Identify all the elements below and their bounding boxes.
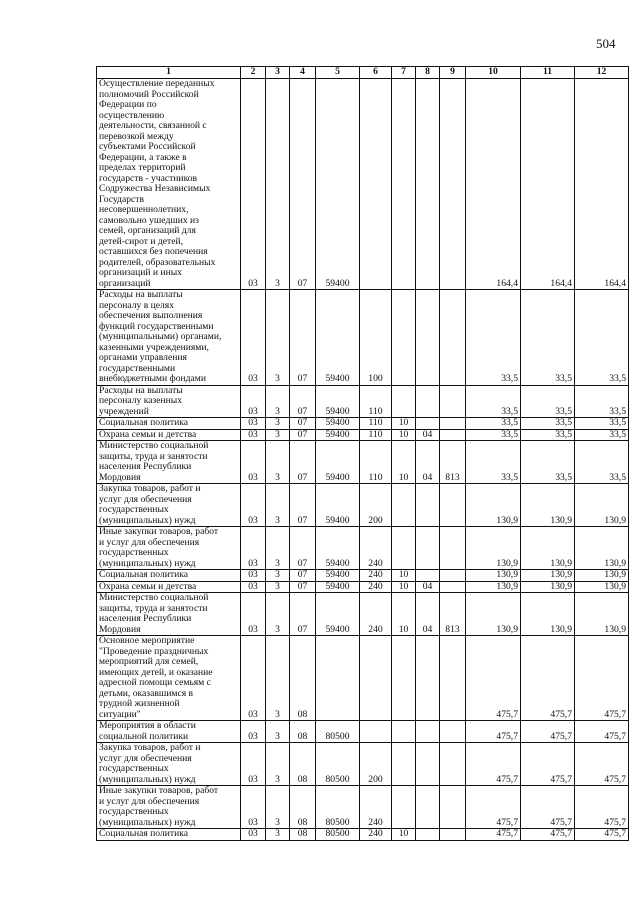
table-cell: 475,7 xyxy=(575,786,629,829)
table-cell xyxy=(440,743,466,786)
table-cell xyxy=(392,743,416,786)
table-cell: 475,7 xyxy=(466,829,521,841)
table-cell: 59400 xyxy=(316,418,360,430)
table-cell: 07 xyxy=(290,593,316,636)
table-cell xyxy=(392,786,416,829)
table-cell: 475,7 xyxy=(575,636,629,721)
table-cell: 475,7 xyxy=(521,743,575,786)
table-cell: 07 xyxy=(290,484,316,527)
table-cell: 33,5 xyxy=(521,441,575,484)
table-cell: 3 xyxy=(266,418,290,430)
table-cell xyxy=(392,527,416,570)
table-row xyxy=(97,385,629,418)
table-cell: 03 xyxy=(241,743,266,786)
table-cell: 3 xyxy=(266,527,290,570)
table-cell xyxy=(440,418,466,430)
table-cell xyxy=(416,79,440,290)
table-cell: 130,9 xyxy=(575,484,629,527)
table-cell xyxy=(416,290,440,386)
table-cell xyxy=(440,385,466,418)
table-cell: 59400 xyxy=(316,484,360,527)
table-row xyxy=(97,290,629,386)
table-cell: 240 xyxy=(360,593,392,636)
table-cell: 03 xyxy=(241,527,266,570)
table-cell: 03 xyxy=(241,79,266,290)
column-header: 11 xyxy=(521,67,575,79)
table-row xyxy=(97,570,629,582)
table-cell: 3 xyxy=(266,786,290,829)
table-cell: 04 xyxy=(416,429,440,441)
table-cell: 164,4 xyxy=(521,79,575,290)
table-cell: 110 xyxy=(360,418,392,430)
table-row xyxy=(97,829,629,841)
table-cell: 03 xyxy=(241,636,266,721)
table-cell: 10 xyxy=(392,829,416,841)
table-cell: 33,5 xyxy=(466,418,521,430)
table-cell: 03 xyxy=(241,721,266,743)
table-cell: 07 xyxy=(290,429,316,441)
table-cell: 3 xyxy=(266,429,290,441)
table-cell xyxy=(392,385,416,418)
table-cell: 130,9 xyxy=(575,570,629,582)
table-cell: 110 xyxy=(360,441,392,484)
table-cell: 33,5 xyxy=(575,385,629,418)
table-cell: 03 xyxy=(241,829,266,841)
table-cell: 130,9 xyxy=(521,527,575,570)
table-row xyxy=(97,484,629,527)
table-cell: 33,5 xyxy=(521,385,575,418)
row-label-cell: Расходы на выплаты персоналу в целях обеспечения выполнения функций государственными (муниципальными) органами, казенными учреждениями, органами управления государственными внебюджетными фондами xyxy=(97,290,241,386)
table-cell: 240 xyxy=(360,581,392,593)
table-cell: 110 xyxy=(360,429,392,441)
column-header: 9 xyxy=(440,67,466,79)
table-cell xyxy=(392,721,416,743)
table-cell: 80500 xyxy=(316,721,360,743)
table-cell xyxy=(392,290,416,386)
row-label-cell: Социальная политика xyxy=(97,829,241,841)
table-cell: 07 xyxy=(290,441,316,484)
table-cell: 475,7 xyxy=(575,721,629,743)
table-cell: 3 xyxy=(266,484,290,527)
table-cell xyxy=(316,636,360,721)
table-cell xyxy=(416,385,440,418)
table-cell: 475,7 xyxy=(466,786,521,829)
table-cell: 3 xyxy=(266,581,290,593)
table-cell: 10 xyxy=(392,441,416,484)
column-header: 5 xyxy=(316,67,360,79)
table-cell: 03 xyxy=(241,570,266,582)
column-header: 12 xyxy=(575,67,629,79)
table-cell: 04 xyxy=(416,581,440,593)
table-cell: 33,5 xyxy=(521,290,575,386)
table-cell: 10 xyxy=(392,570,416,582)
table-cell: 03 xyxy=(241,429,266,441)
column-header: 7 xyxy=(392,67,416,79)
table-cell: 475,7 xyxy=(521,786,575,829)
table-cell: 130,9 xyxy=(466,581,521,593)
table-cell: 3 xyxy=(266,593,290,636)
row-label-cell: Мероприятия в области социальной политики xyxy=(97,721,241,743)
table-cell: 07 xyxy=(290,527,316,570)
column-header: 8 xyxy=(416,67,440,79)
table-cell: 59400 xyxy=(316,290,360,386)
table-row xyxy=(97,636,629,721)
table-cell xyxy=(440,581,466,593)
column-header: 4 xyxy=(290,67,316,79)
row-label-cell: Закупка товаров, работ и услуг для обеспечения государственных (муниципальных) нужд xyxy=(97,484,241,527)
table-cell: 59400 xyxy=(316,581,360,593)
row-label-cell: Министерство социальной защиты, труда и занятости населения Республики Мордовия xyxy=(97,441,241,484)
table-cell: 59400 xyxy=(316,593,360,636)
table-cell: 80500 xyxy=(316,786,360,829)
table-cell: 33,5 xyxy=(466,441,521,484)
table-row xyxy=(97,429,629,441)
table-cell xyxy=(440,636,466,721)
row-label-cell: Социальная политика xyxy=(97,570,241,582)
table-cell: 164,4 xyxy=(466,79,521,290)
table-cell xyxy=(360,721,392,743)
table-cell: 240 xyxy=(360,786,392,829)
table-cell: 59400 xyxy=(316,385,360,418)
table-cell: 3 xyxy=(266,829,290,841)
table-cell: 130,9 xyxy=(521,593,575,636)
table-cell: 59400 xyxy=(316,79,360,290)
table-cell: 110 xyxy=(360,385,392,418)
table-cell xyxy=(360,79,392,290)
table-cell: 130,9 xyxy=(466,527,521,570)
table-cell: 80500 xyxy=(316,829,360,841)
column-header: 3 xyxy=(266,67,290,79)
table-cell: 03 xyxy=(241,418,266,430)
table-cell: 3 xyxy=(266,385,290,418)
table-cell: 59400 xyxy=(316,570,360,582)
table-cell xyxy=(416,721,440,743)
table-cell: 130,9 xyxy=(521,581,575,593)
table-cell: 03 xyxy=(241,593,266,636)
table-cell: 475,7 xyxy=(521,636,575,721)
table-cell: 130,9 xyxy=(575,527,629,570)
table-cell: 07 xyxy=(290,385,316,418)
table-cell xyxy=(416,786,440,829)
table-cell: 240 xyxy=(360,570,392,582)
table-cell: 475,7 xyxy=(466,721,521,743)
table-cell: 130,9 xyxy=(521,484,575,527)
table-cell: 240 xyxy=(360,527,392,570)
table-cell: 813 xyxy=(440,441,466,484)
table-cell: 59400 xyxy=(316,429,360,441)
table-cell: 33,5 xyxy=(575,441,629,484)
table-row xyxy=(97,527,629,570)
table-cell: 33,5 xyxy=(521,418,575,430)
table-cell: 3 xyxy=(266,743,290,786)
table-cell: 04 xyxy=(416,593,440,636)
table-cell: 08 xyxy=(290,721,316,743)
row-label-cell: Охрана семьи и детства xyxy=(97,581,241,593)
table-row xyxy=(97,721,629,743)
table-cell: 164,4 xyxy=(575,79,629,290)
table-cell: 10 xyxy=(392,581,416,593)
table-cell: 475,7 xyxy=(521,829,575,841)
table-cell: 475,7 xyxy=(575,829,629,841)
table-cell: 3 xyxy=(266,721,290,743)
table-cell: 33,5 xyxy=(466,385,521,418)
table-cell: 80500 xyxy=(316,743,360,786)
table-cell xyxy=(440,429,466,441)
row-label-cell: Иные закупки товаров, работ и услуг для обеспечения государственных (муниципальных) нужд xyxy=(97,786,241,829)
table-cell: 10 xyxy=(392,593,416,636)
table-cell: 130,9 xyxy=(575,581,629,593)
table-cell: 07 xyxy=(290,79,316,290)
table-cell: 240 xyxy=(360,829,392,841)
table-cell: 08 xyxy=(290,786,316,829)
table-cell: 03 xyxy=(241,786,266,829)
table-cell: 10 xyxy=(392,429,416,441)
table-cell: 33,5 xyxy=(466,290,521,386)
table-cell xyxy=(392,636,416,721)
table-cell xyxy=(392,79,416,290)
table-cell xyxy=(440,484,466,527)
table-cell xyxy=(416,636,440,721)
table-cell: 10 xyxy=(392,418,416,430)
table-cell xyxy=(440,79,466,290)
table-cell xyxy=(440,829,466,841)
table-cell: 3 xyxy=(266,290,290,386)
table-cell xyxy=(440,527,466,570)
table-cell: 33,5 xyxy=(466,429,521,441)
table-cell: 07 xyxy=(290,418,316,430)
table-cell: 3 xyxy=(266,636,290,721)
table-cell: 33,5 xyxy=(521,429,575,441)
table-row xyxy=(97,786,629,829)
table-header-row xyxy=(97,67,629,79)
table-cell: 475,7 xyxy=(466,743,521,786)
table-cell: 07 xyxy=(290,290,316,386)
table-cell xyxy=(440,570,466,582)
row-label-cell: Закупка товаров, работ и услуг для обеспечения государственных (муниципальных) нужд xyxy=(97,743,241,786)
table-cell: 475,7 xyxy=(521,721,575,743)
table-cell: 3 xyxy=(266,441,290,484)
table-cell: 130,9 xyxy=(521,570,575,582)
budget-table xyxy=(96,66,629,841)
table-cell xyxy=(416,829,440,841)
table-cell: 130,9 xyxy=(466,593,521,636)
table-cell: 130,9 xyxy=(466,484,521,527)
table-cell: 3 xyxy=(266,79,290,290)
table-cell: 3 xyxy=(266,570,290,582)
table-cell: 08 xyxy=(290,743,316,786)
row-label-cell: Основное мероприятие "Проведение праздничных мероприятий для семей, имеющих детей, и оказание адресной помощи семьям с детьми, оказавшимся в трудной жизненной ситуации" xyxy=(97,636,241,721)
table-cell: 33,5 xyxy=(575,290,629,386)
table-cell: 33,5 xyxy=(575,418,629,430)
table-cell: 08 xyxy=(290,829,316,841)
table-cell: 130,9 xyxy=(575,593,629,636)
table-cell: 03 xyxy=(241,581,266,593)
column-header: 10 xyxy=(466,67,521,79)
table-cell: 59400 xyxy=(316,441,360,484)
column-header: 1 xyxy=(97,67,241,79)
row-label-cell: Охрана семьи и детства xyxy=(97,429,241,441)
table-cell: 813 xyxy=(440,593,466,636)
table-row xyxy=(97,418,629,430)
table-cell xyxy=(416,743,440,786)
table-row xyxy=(97,441,629,484)
table-cell: 07 xyxy=(290,570,316,582)
table-cell: 59400 xyxy=(316,527,360,570)
table-cell xyxy=(440,786,466,829)
table-cell: 03 xyxy=(241,290,266,386)
table-cell xyxy=(416,570,440,582)
table-cell: 03 xyxy=(241,385,266,418)
table-cell: 03 xyxy=(241,484,266,527)
table-cell: 04 xyxy=(416,441,440,484)
page-number: 504 xyxy=(596,36,616,51)
table-cell xyxy=(416,484,440,527)
table-cell: 08 xyxy=(290,636,316,721)
table-cell: 07 xyxy=(290,581,316,593)
table-cell: 475,7 xyxy=(466,636,521,721)
table-row xyxy=(97,593,629,636)
table-cell xyxy=(392,484,416,527)
table-cell: 200 xyxy=(360,484,392,527)
table-cell: 33,5 xyxy=(575,429,629,441)
table-cell xyxy=(440,721,466,743)
table-cell xyxy=(360,636,392,721)
table-cell xyxy=(416,527,440,570)
row-label-cell: Иные закупки товаров, работ и услуг для обеспечения государственных (муниципальных) нужд xyxy=(97,527,241,570)
row-label-cell: Расходы на выплаты персоналу казенных учреждений xyxy=(97,385,241,418)
table-cell: 475,7 xyxy=(575,743,629,786)
table-cell: 130,9 xyxy=(466,570,521,582)
column-header: 6 xyxy=(360,67,392,79)
table-row xyxy=(97,743,629,786)
row-label-cell: Осуществление переданных полномочий Российской Федерации по осуществлению деятельности, связанной с перевозкой между субъектами Российской Федерации, а также в пределах территорий государств - участников Содружества Независимых Государств несовершеннолетних, самовольно ушедших из семей, организаций для детей-сирот и детей, оставшихся без попечения родителей, образовательных организаций и иных организаций xyxy=(97,79,241,290)
table-cell: 100 xyxy=(360,290,392,386)
table-cell: 200 xyxy=(360,743,392,786)
table-row xyxy=(97,581,629,593)
row-label-cell: Министерство социальной защиты, труда и занятости населения Республики Мордовия xyxy=(97,593,241,636)
row-label-cell: Социальная политика xyxy=(97,418,241,430)
table-cell xyxy=(440,290,466,386)
table-row xyxy=(97,79,629,290)
column-header: 2 xyxy=(241,67,266,79)
table-body xyxy=(97,79,629,841)
table-cell xyxy=(416,418,440,430)
table-cell: 03 xyxy=(241,441,266,484)
